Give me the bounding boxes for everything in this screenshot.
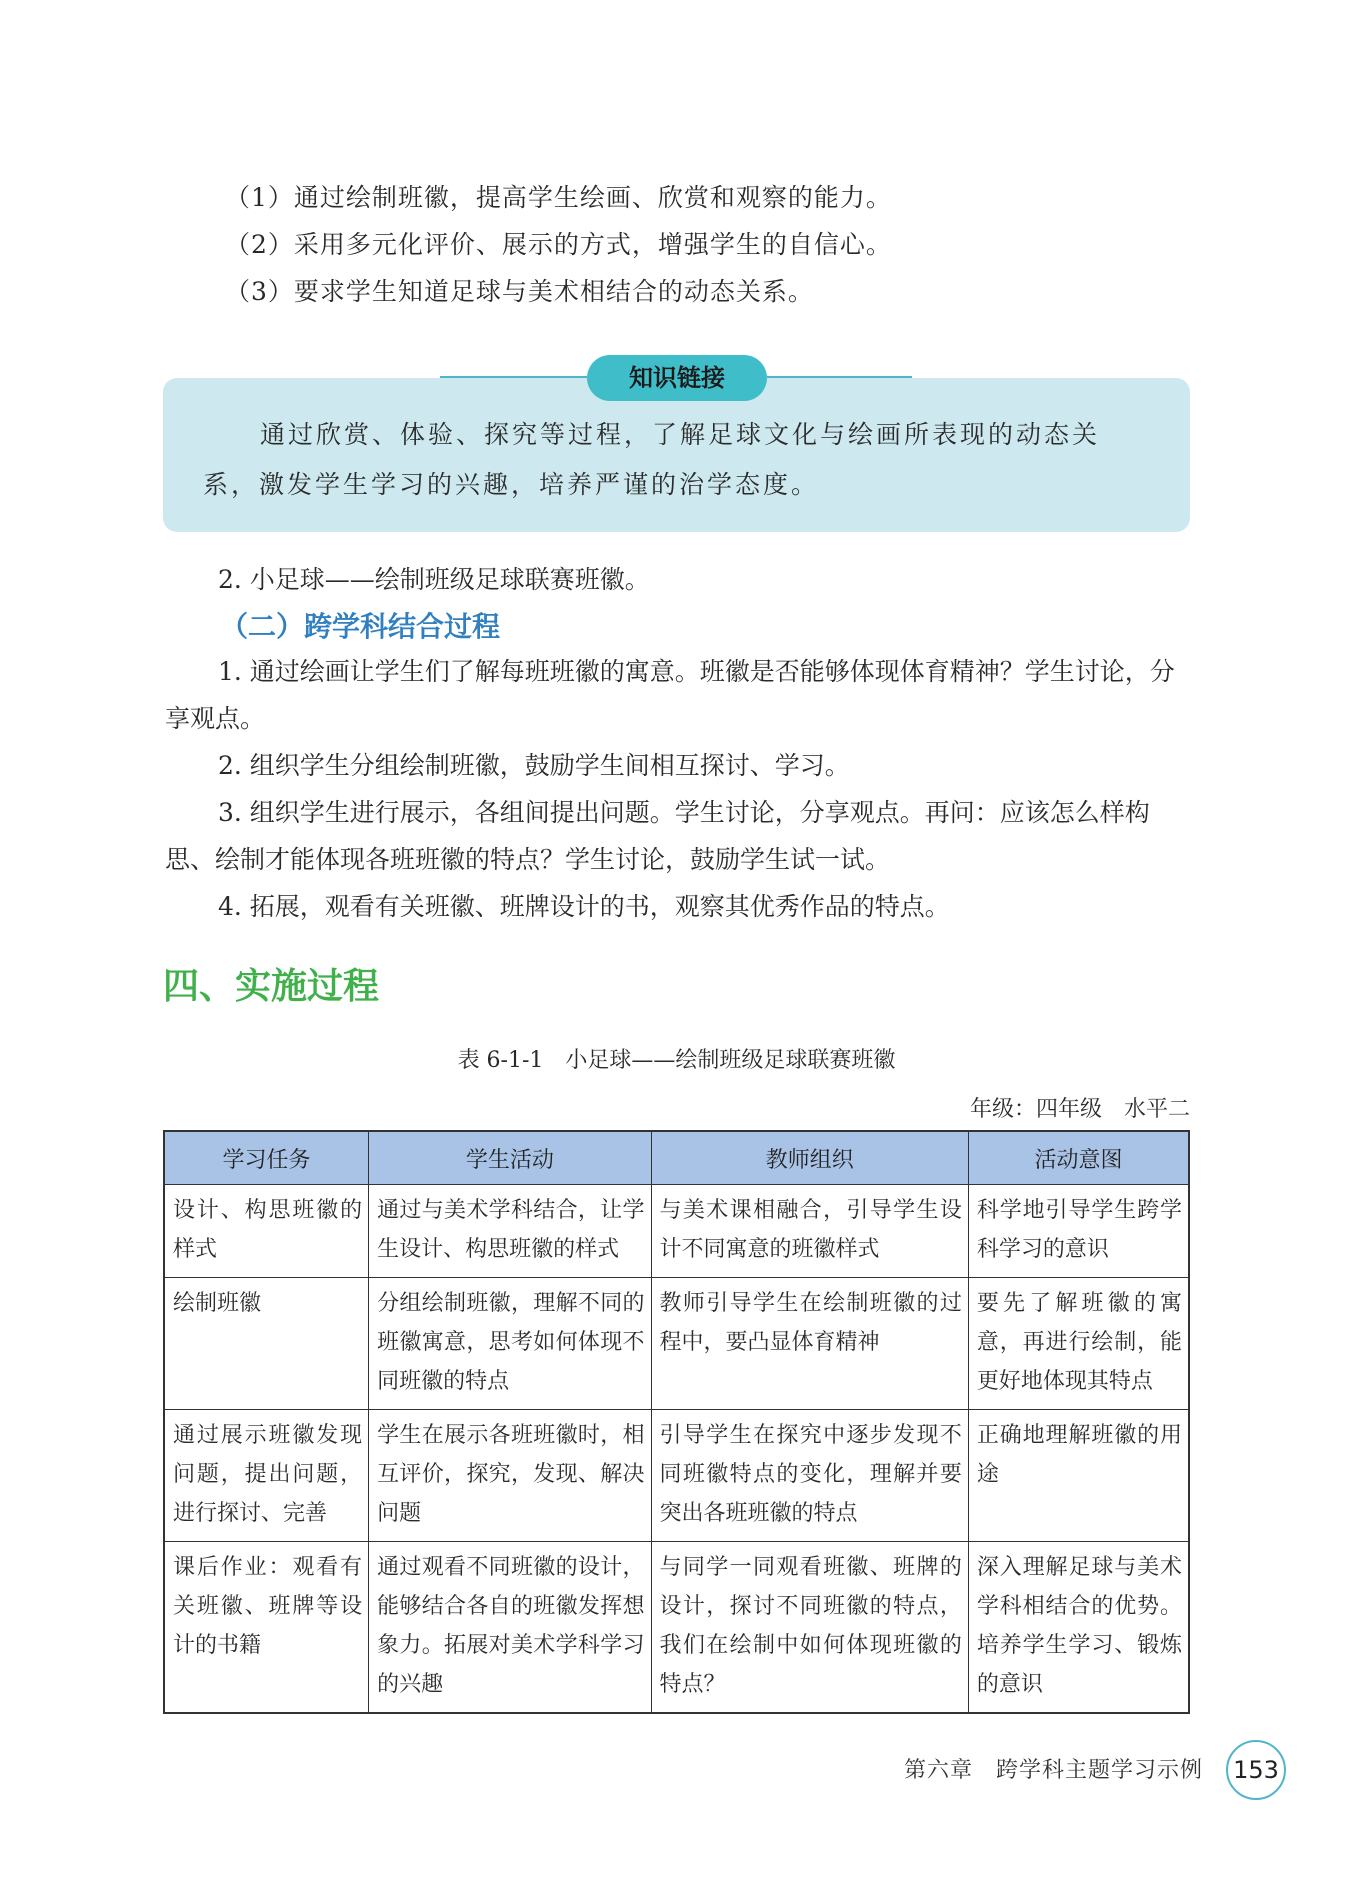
table-cell: 深入理解足球与美术学科相结合的优势。培养学生学习、锻炼的意识 (968, 1542, 1189, 1714)
process-step-1: 1. 通过绘画让学生们了解每班班徽的寓意。班徽是否能够体现体育精神？学生讨论，分享观点。 (165, 657, 1175, 733)
table-cell: 绘制班徽 (164, 1278, 369, 1410)
table-cell: 设计、构思班徽的样式 (164, 1185, 369, 1278)
table-cell: 学生在展示各班班徽时，相互评价，探究，发现、解决问题 (369, 1410, 651, 1542)
table-cell: 通过与美术学科结合，让学生设计、构思班徽的样式 (369, 1185, 651, 1278)
table-row (164, 1410, 1189, 1542)
process-step-2: 2. 组织学生分组绘制班徽，鼓励学生间相互探讨、学习。 (218, 751, 850, 780)
table-cell: 与美术课相融合，引导学生设计不同寓意的班徽样式 (651, 1185, 968, 1278)
objective-2: （2）采用多元化评价、展示的方式，增强学生的自信心。 (225, 230, 892, 259)
subsection-heading: （二）跨学科结合过程 (220, 610, 501, 643)
page-number: 153 (1226, 1740, 1286, 1800)
objective-1: （1）通过绘制班徽，提高学生绘画、欣赏和观察的能力。 (225, 183, 892, 212)
header-activity-intent: 活动意图 (968, 1131, 1189, 1185)
table-header-row (164, 1131, 1189, 1185)
knowledge-link-text: 通过欣赏、体验、探究等过程，了解足球文化与绘画所表现的动态关系，激发学生学习的兴趣，培养严谨的治学态度。 (203, 420, 1101, 499)
table-cell: 分组绘制班徽，理解不同的班徽寓意，思考如何体现不同班徽的特点 (369, 1278, 651, 1410)
section-heading: 四、实施过程 (163, 966, 380, 1007)
table-cell: 通过观看不同班徽的设计，能够结合各自的班徽发挥想象力。拓展对美术学科学习的兴趣 (369, 1542, 651, 1714)
knowledge-link-box (163, 378, 1190, 532)
topic-line: 2. 小足球——绘制班级足球联赛班徽。 (218, 565, 650, 594)
objective-3: （3）要求学生知道足球与美术相结合的动态关系。 (225, 277, 814, 306)
table-row (164, 1278, 1189, 1410)
table-cell: 课后作业：观看有关班徽、班牌等设计的书籍 (164, 1542, 369, 1714)
header-learning-task: 学习任务 (164, 1131, 369, 1185)
table-caption: 表 6-1-1 小足球——绘制班级足球联赛班徽 (457, 1048, 896, 1073)
table-cell: 教师引导学生在绘制班徽的过程中，要凸显体育精神 (651, 1278, 968, 1410)
process-step-4: 4. 拓展，观看有关班徽、班牌设计的书，观察其优秀作品的特点。 (218, 892, 950, 921)
table-cell: 科学地引导学生跨学科学习的意识 (968, 1185, 1189, 1278)
implementation-table (163, 1130, 1190, 1714)
knowledge-link-title: 知识链接 (587, 355, 767, 401)
table-row (164, 1542, 1189, 1714)
header-teacher-organization: 教师组织 (651, 1131, 968, 1185)
header-student-activity: 学生活动 (369, 1131, 651, 1185)
grade-info: 年级：四年级 水平二 (969, 1097, 1190, 1122)
footer-chapter: 第六章 跨学科主题学习示例 (903, 1758, 1203, 1783)
table-cell: 与同学一同观看班徽、班牌的设计，探讨不同班徽的特点，我们在绘制中如何体现班徽的特点？ (651, 1542, 968, 1714)
table-cell: 引导学生在探究中逐步发现不同班徽特点的变化，理解并要突出各班班徽的特点 (651, 1410, 968, 1542)
table-cell: 通过展示班徽发现问题，提出问题，进行探讨、完善 (164, 1410, 369, 1542)
table-row (164, 1185, 1189, 1278)
table-cell: 要先了解班徽的寓意，再进行绘制，能更好地体现其特点 (968, 1278, 1189, 1410)
table-cell: 正确地理解班徽的用途 (968, 1410, 1189, 1542)
process-step-3: 3. 组织学生进行展示，各组间提出问题。学生讨论，分享观点。再问：应该怎么样构思、绘制才能体现各班班徽的特点？学生讨论，鼓励学生试一试。 (165, 798, 1150, 874)
